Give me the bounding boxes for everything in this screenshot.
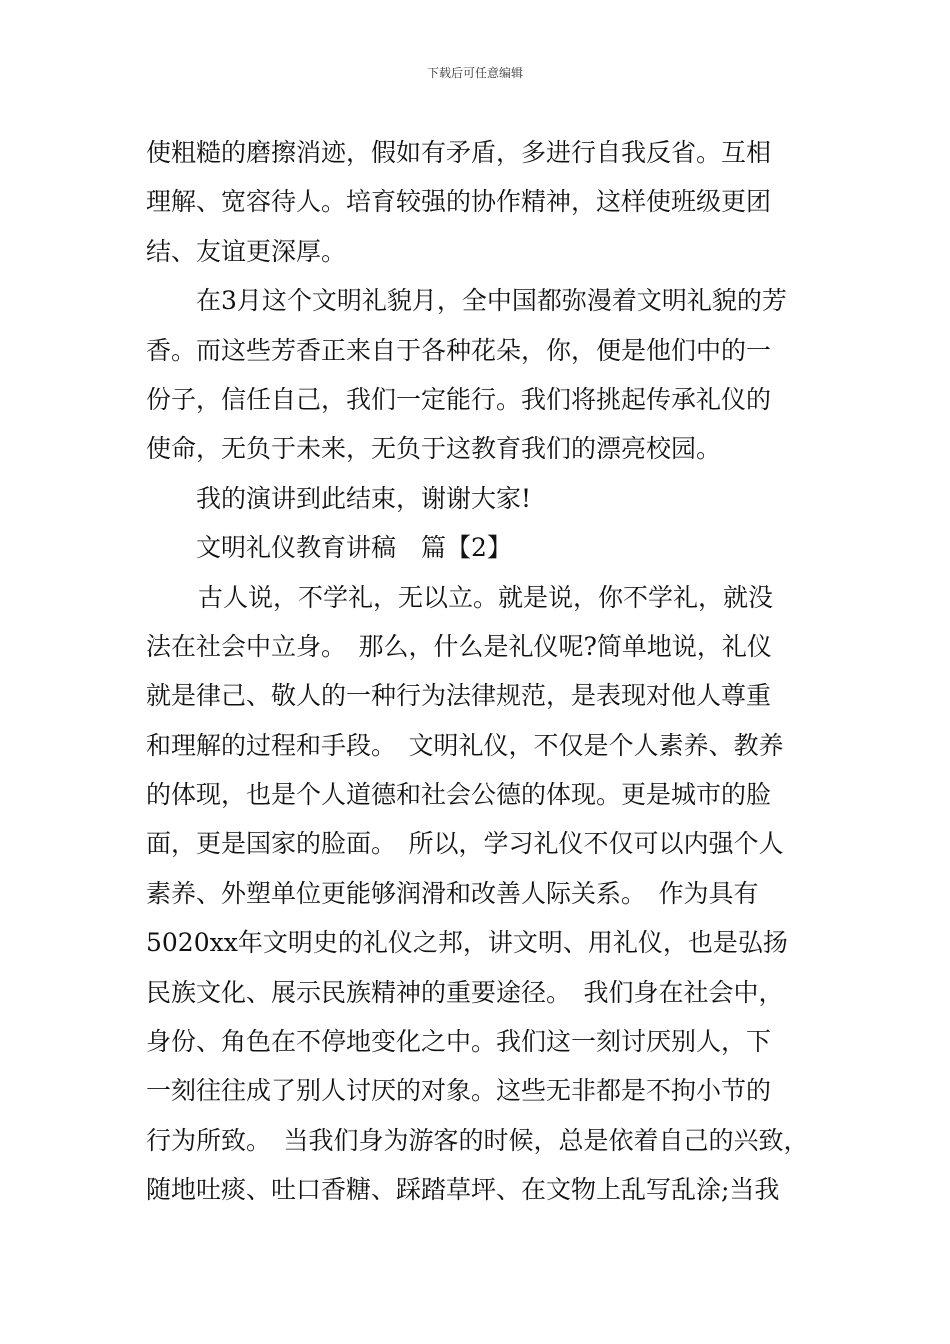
text-line: 5020xx年文明史的礼仪之邦，讲文明、用礼仪，也是弘扬 [146,928,788,958]
text-line: 随地吐痰、吐口香糖、踩踏草坪、在文物上乱写乱涂;当我 [146,1175,780,1205]
paragraph-start-line: 古人说，不学礼，无以立。就是说，你不学礼，就没 [198,582,774,612]
section-heading: 文明礼仪教育讲稿 篇【2】 [196,533,512,563]
text-line: 结、友谊更深厚。 [146,236,347,266]
document-body [146,128,810,1215]
text-line: 一刻往往成了别人讨厌的对象。这些无非都是不拘小节的 [146,1076,772,1106]
text-line: 份子，信任自己，我们一定能行。我们将挑起传承礼仪的 [146,384,772,414]
paragraph-start-line: 我的演讲到此结束，谢谢大家! [196,483,532,513]
text-line: 法在社会中立身。 那么，什么是礼仪呢?简单地说，礼仪 [146,631,772,661]
text-line: 理解、宽容待人。培育较强的协作精神，这样使班级更团 [146,187,772,217]
text-line: 的体现，也是个人道德和社会公德的体现。更是城市的脸 [146,780,772,810]
text-line: 面，更是国家的脸面。 所以，学习礼仪不仅可以内强个人 [146,829,784,859]
text-line: 就是律己、敬人的一种行为法律规范，是表现对他人尊重 [146,681,772,711]
text-line: 民族文化、展示民族精神的重要途径。 我们身在社会中， [146,977,784,1007]
page-header-note: 下载后可任意编辑 [426,66,523,80]
text-line: 身份、角色在不停地变化之中。我们这一刻讨厌别人，下 [146,1027,772,1057]
text-line: 使命，无负于未来，无负于这教育我们的漂亮校园。 [146,434,722,464]
text-line: 使粗糙的磨擦消迹，假如有矛盾，多进行自我反省。互相 [146,138,772,167]
paragraph-start-line: 在3月这个文明礼貌月，全中国都弥漫着文明礼貌的芳 [196,286,787,316]
text-line: 素养、外塑单位更能够润滑和改善人际关系。 作为具有 [146,878,759,908]
text-line: 香。而这些芳香正来自于各种花朵，你，便是他们中的一 [146,335,772,365]
text-line: 行为所致。 当我们身为游客的时候，总是依着自己的兴致， [146,1125,809,1155]
text-line: 和理解的过程和手段。 文明礼仪，不仅是个人素养、教养 [146,730,784,760]
